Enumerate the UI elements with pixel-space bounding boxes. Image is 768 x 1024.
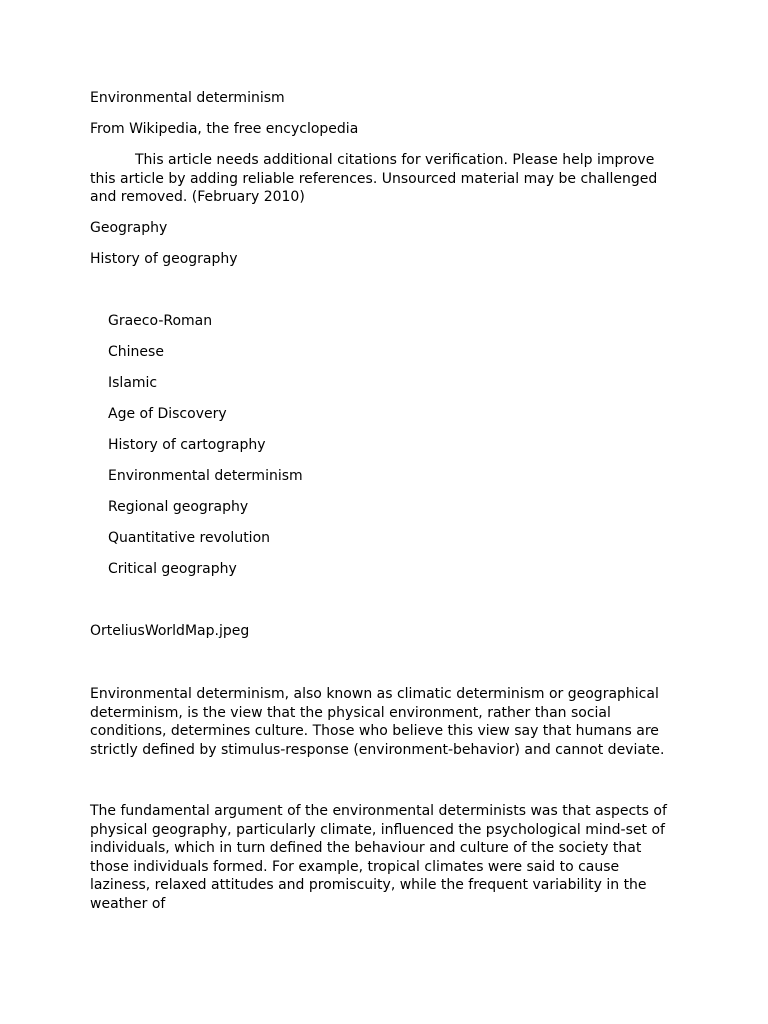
history-item: Graeco-Roman [108,313,213,329]
category-label: Geography [90,220,168,236]
history-item: Age of Discovery [108,406,227,422]
citation-notice [90,151,680,207]
history-item: Chinese [108,344,164,360]
history-item: History of cartography [108,437,266,453]
history-item: Regional geography [108,499,249,515]
body-paragraph: Environmental determinism, also known as climatic determinism or geographical determinism, is the view that the physical environment, rather than social conditions, determines culture. Those who believe this view say that humans are strictly defined by stimulus-response (environment-behavior) and cannot deviate. [90,686,665,758]
body-paragraph: The fundamental argument of the environmental determinists was that aspects of physical geography, particularly climate, influenced the psychological mind-set of individuals, which in turn defined the behaviour and culture of the society that those individuals formed. For example, tropical climates were said to cause laziness, relaxed attitudes and promiscuity, while the frequent variability in the weather of [90,803,667,912]
image-filename: OrteliusWorldMap.jpeg [90,623,250,639]
document-source: From Wikipedia, the free encyclopedia [90,121,359,137]
history-item: Quantitative revolution [108,530,271,546]
citation-notice-text: This article needs additional citations for verification. Please help improve this article by adding reliable references. Unsourced material may be challenged and removed. (February 2010) [90,152,658,205]
history-item: Environmental determinism [108,468,303,484]
history-item: Islamic [108,375,158,391]
history-item: Critical geography [108,561,237,577]
document-title: Environmental determinism [90,90,285,106]
history-heading: History of geography [90,251,238,267]
